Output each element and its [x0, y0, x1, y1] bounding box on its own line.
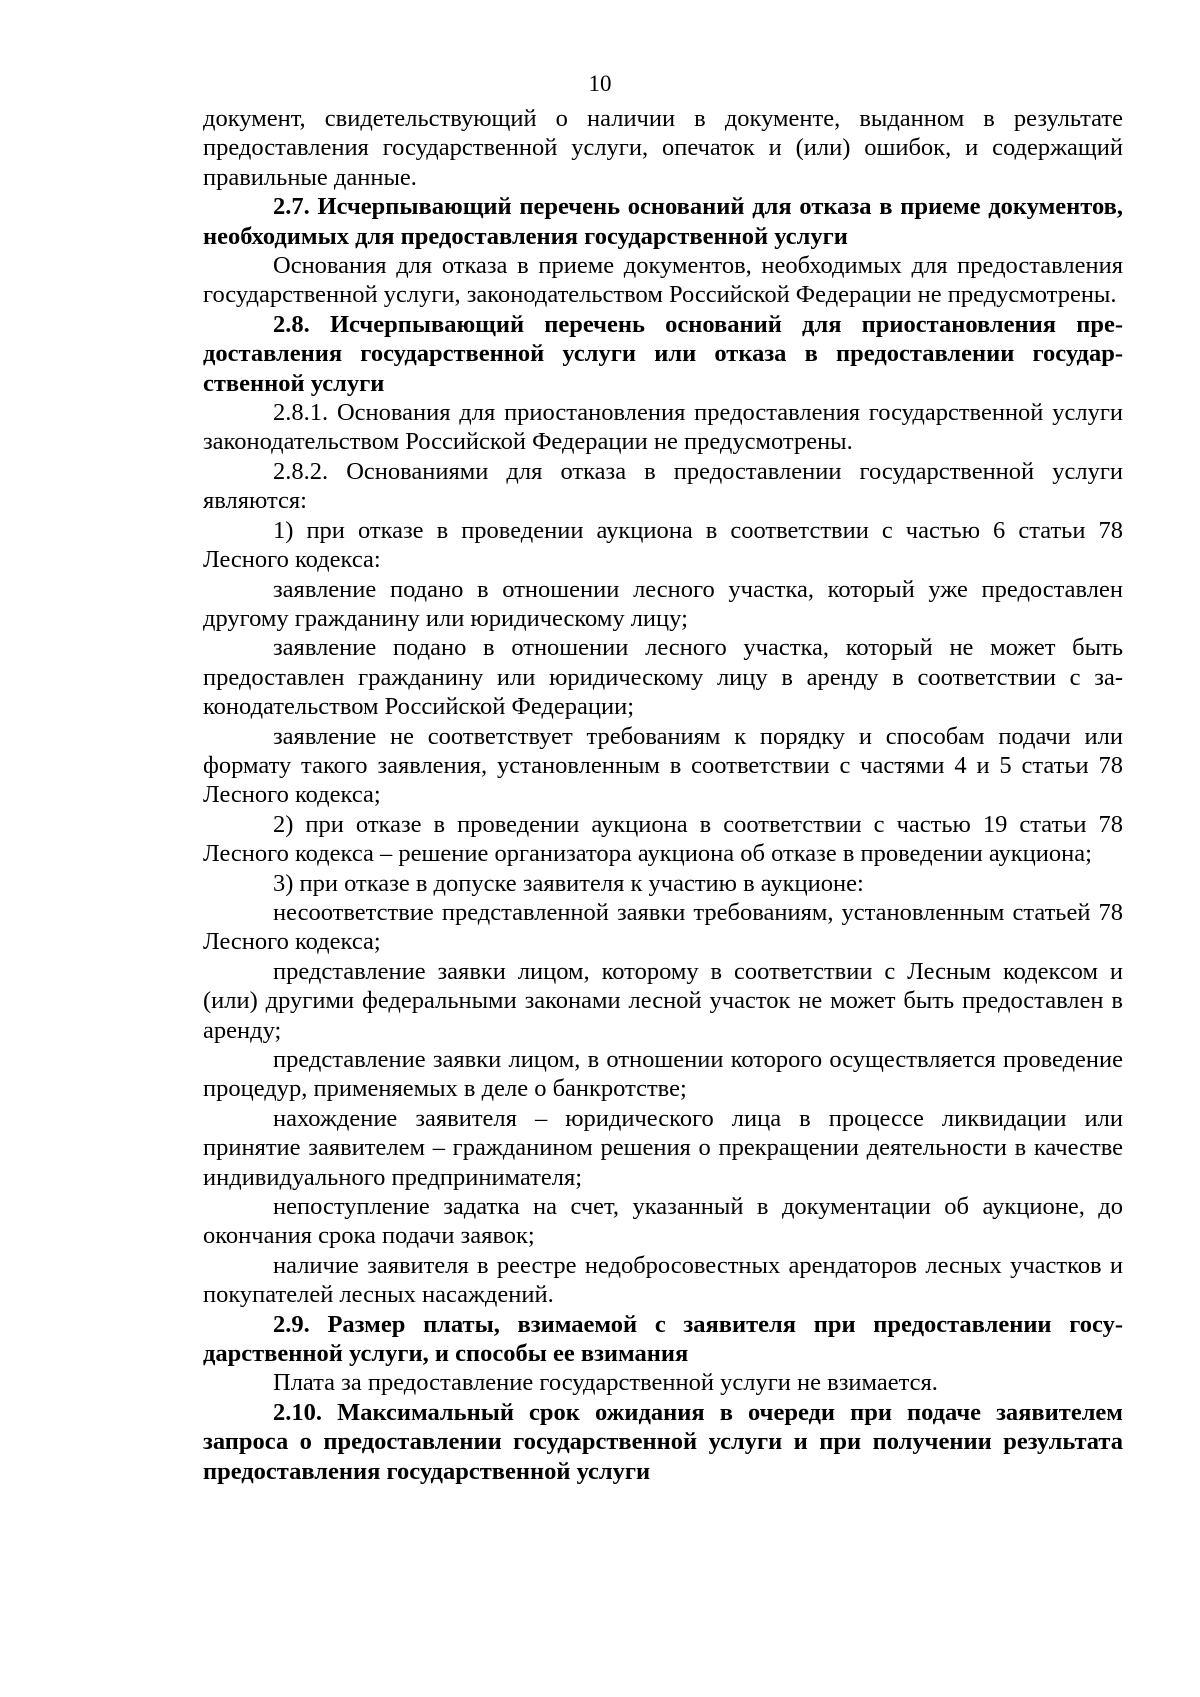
paragraph: 2.8.2. Основаниями для отказа в предоставлении государственной услуги являются: [203, 457, 1123, 515]
paragraph: 2) при отказе в проведении аукциона в соответствии с частью 19 статьи 78 Лесного кодекса – решение организатора аукциона об отказе в проведении аукциона; [203, 810, 1123, 868]
paragraph: несоответствие представленной заявки требованиям, установленным статьей 78 Лесного кодекса; [203, 898, 1123, 956]
section-heading: 2.7. Исчерпывающий перечень оснований для отказа в приеме документов, необходимых для предоставления государственной услуги [203, 193, 1123, 250]
document-body [203, 104, 1123, 1486]
paragraph: представление заявки лицом, в отношении которого осуществляется проведение процедур, применяемых в деле о банкротстве; [203, 1046, 1123, 1103]
paragraph: заявление подано в отношении лесного участка, который уже предоставлен другому гражданину или юридическому лицу; [203, 575, 1123, 632]
paragraph: заявление не соответствует требованиям к порядку и способам подачи или формату такого заявления, установленным в соответствии с частями 4 и 5 статьи 78 Лесного кодекса; [203, 722, 1123, 809]
section-heading: 2.8. Исчерпывающий перечень оснований для приостановления предоставления государственной услуги или отказа в предоставлении государственной услуги [203, 310, 1123, 397]
paragraph: 2.8.1. Основания для приостановления предоставления государственной услуги законодательством Российской Федерации не предусмотрены. [203, 399, 1123, 456]
paragraph: наличие заявителя в реестре недобросовестных арендаторов лесных участков и покупателей лесных насаждений. [203, 1251, 1123, 1309]
paragraph: Плата за предоставление государственной услуги не взимается. [273, 1369, 938, 1397]
paragraph: Основания для отказа в приеме документов, необходимых для предоставления государственной услуги, законодательством Российской Федерации не предусмотрены. [203, 252, 1123, 309]
paragraph: 3) при отказе в допуске заявителя к участию в аукционе: [273, 869, 864, 897]
section-heading: 2.10. Максимальный срок ожидания в очереди при подаче заявителем запроса о предоставлении государственной услуги и при получении результата предоставления государственной услуги [203, 1398, 1123, 1485]
paragraph: документ, свидетельствующий о наличии в документе, выданном в результате предоставления государственной услуги, опечаток и (или) ошибок, и содержащий правильные данные. [203, 105, 1123, 191]
paragraph: представление заявки лицом, которому в соответствии с Лесным кодексом и (или) другими федеральными законами лесной участок не может быть предоставлен в аренду; [203, 957, 1123, 1044]
page-number: 10 [588, 71, 612, 96]
section-heading: 2.9. Размер платы, взимаемой с заявителя при предоставлении государственной услуги, и способы ее взимания [203, 1310, 1123, 1368]
paragraph: заявление подано в отношении лесного участка, который не может быть предоставлен гражданину или юридическому лицу в аренду в соответствии с законодательством Российской Федерации; [203, 634, 1123, 721]
paragraph: непоступление задатка на счет, указанный в документации об аукционе, до окончания срока подачи заявок; [203, 1193, 1123, 1250]
paragraph: 1) при отказе в проведении аукциона в соответствии с частью 6 статьи 78 Лесного кодекса: [203, 516, 1123, 574]
paragraph: нахождение заявителя – юридического лица в процессе ликвидации или принятие заявителем – гражданином решения о прекращении деятельности в качестве индивидуального предпринимателя; [203, 1104, 1123, 1191]
